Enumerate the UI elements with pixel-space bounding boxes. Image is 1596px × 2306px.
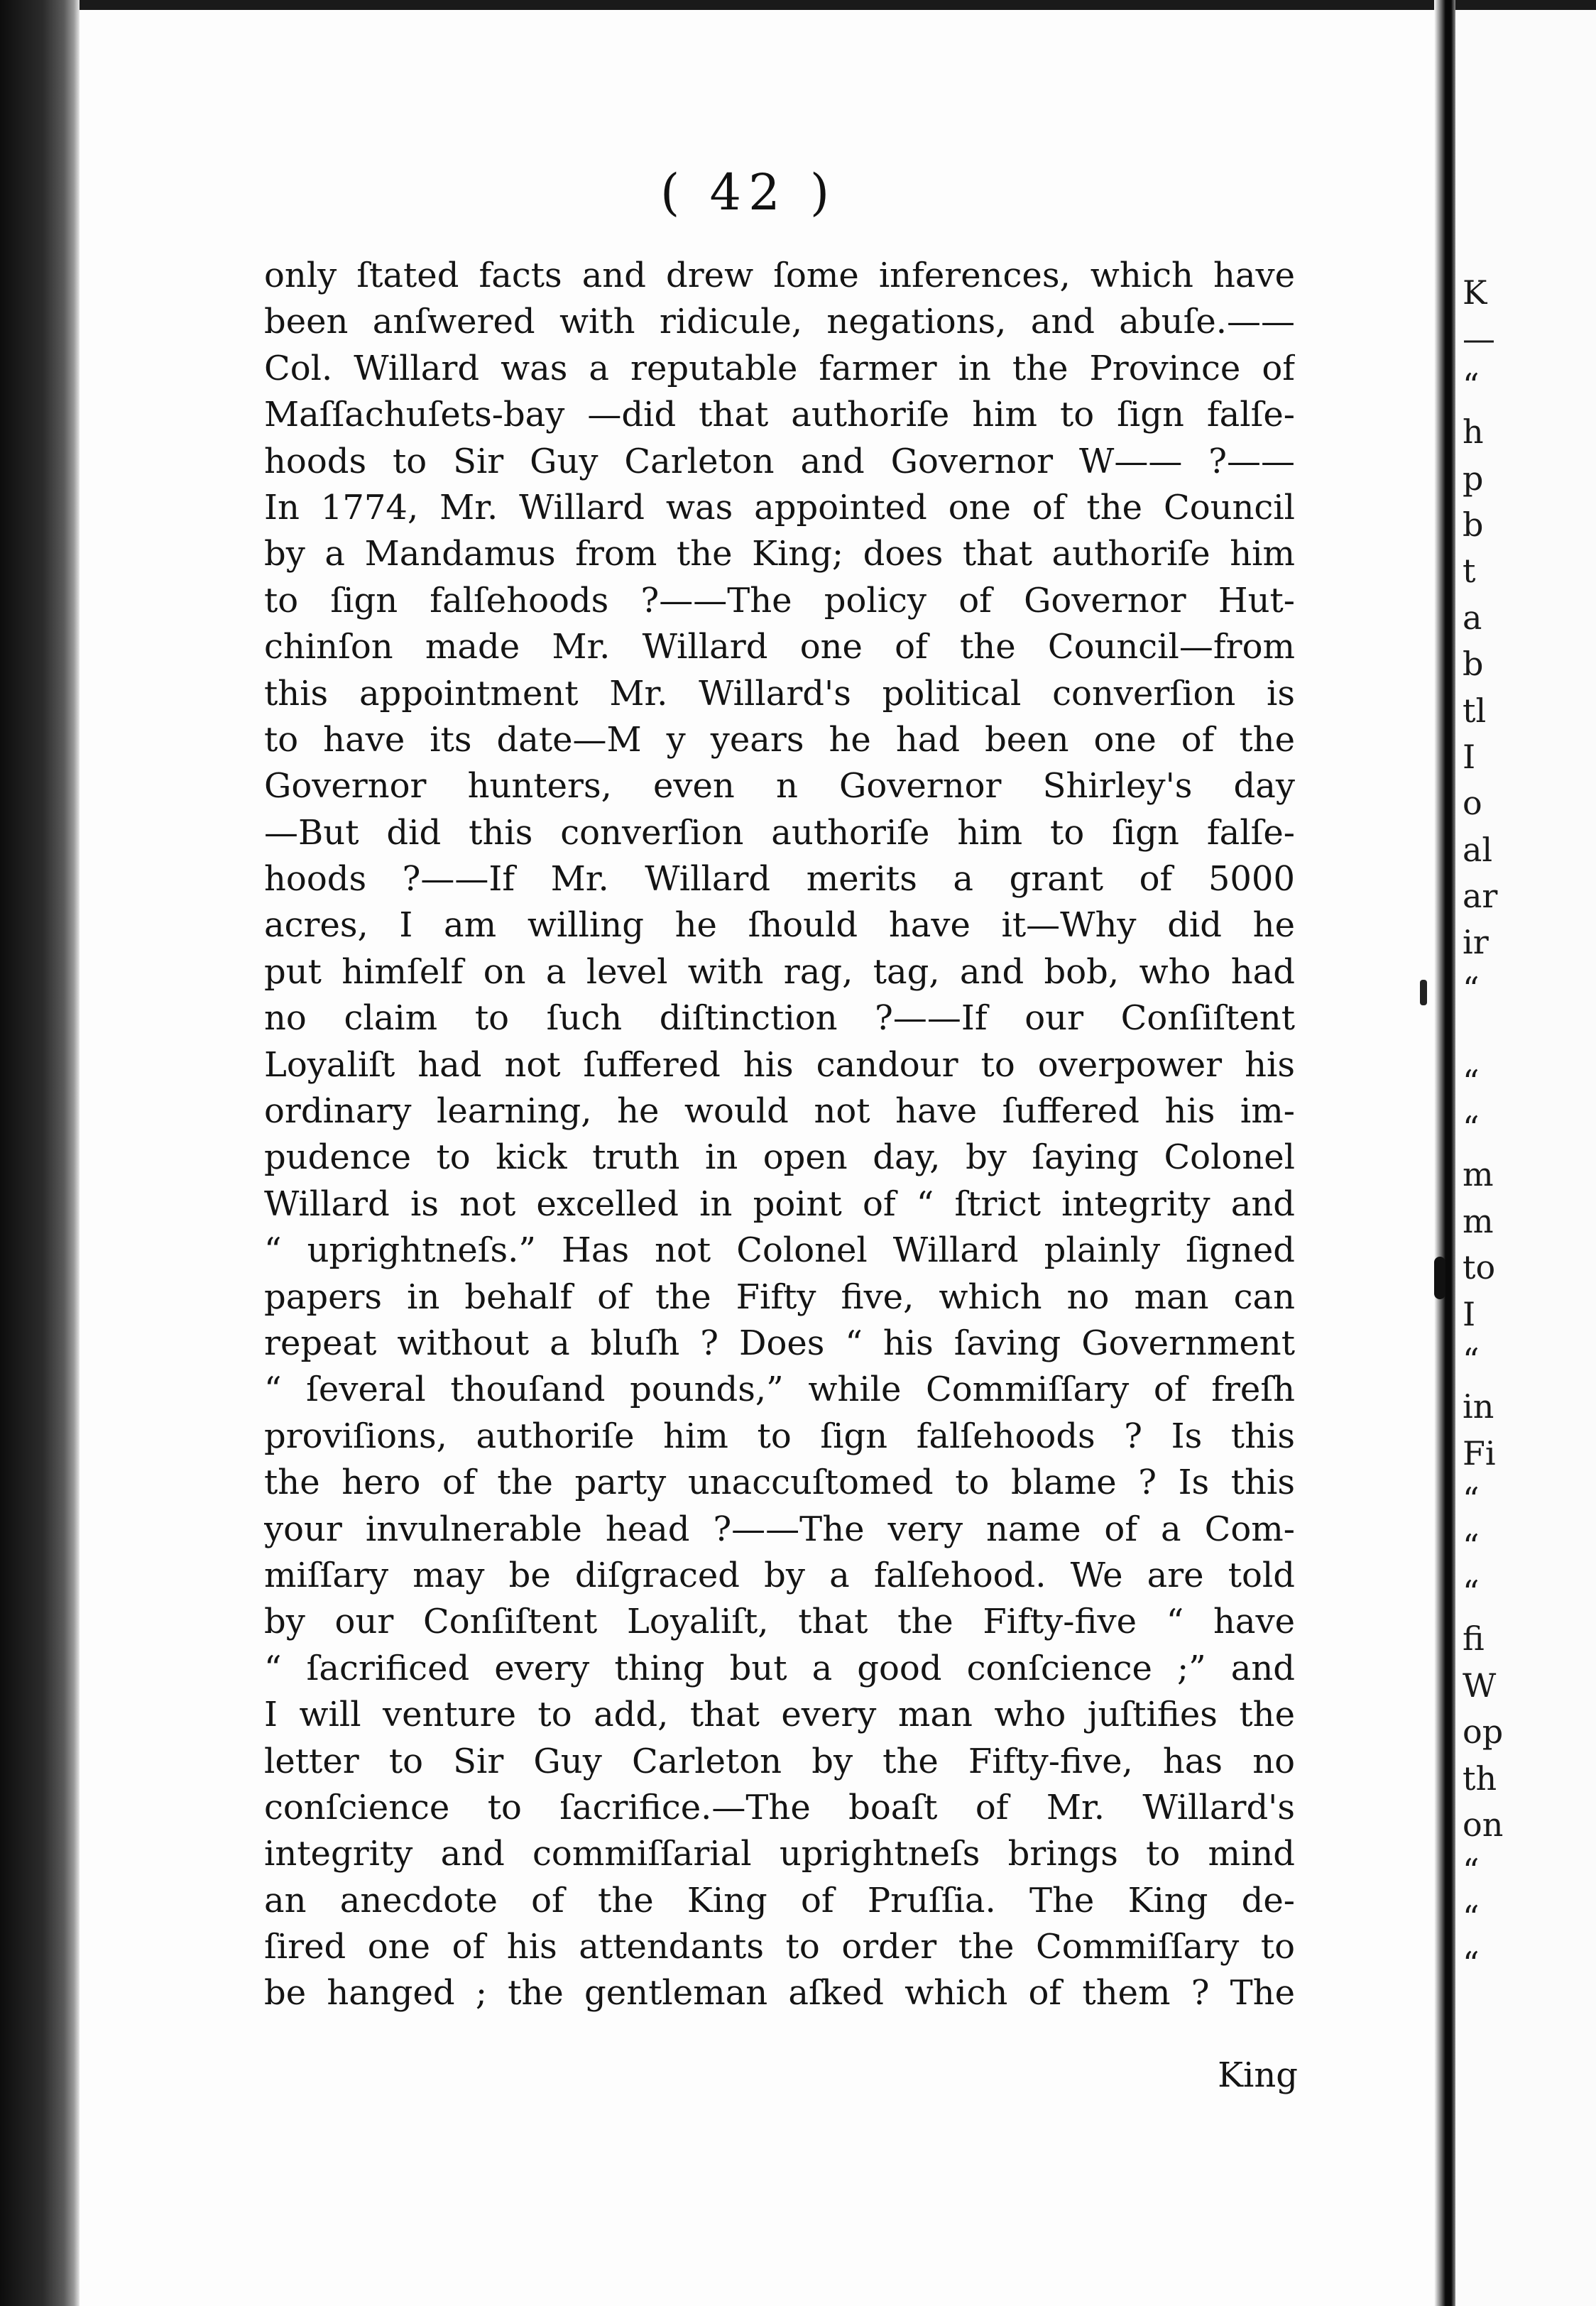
facing-line-fragment: t — [1463, 552, 1476, 591]
binding-mark — [1420, 980, 1427, 1005]
facing-line-fragment: on — [1463, 1805, 1504, 1844]
text-line: no claim to ſuch diſtinction ?——If our Conſiſtent — [264, 998, 1295, 1039]
text-line: hoods ?——If Mr. Willard merits a grant of 5000 — [264, 859, 1295, 900]
binding-mark — [1434, 1257, 1445, 1299]
facing-line-fragment: I — [1463, 737, 1476, 776]
facing-line-fragment: “ — [1463, 1109, 1480, 1148]
facing-line-fragment: “ — [1463, 1480, 1480, 1519]
facing-line-fragment: h — [1463, 412, 1484, 452]
facing-line-fragment: “ — [1463, 1573, 1480, 1612]
facing-line-fragment: th — [1463, 1759, 1497, 1798]
text-line: In 1774, Mr. Willard was appointed one of the Council — [264, 487, 1295, 528]
facing-line-fragment: o — [1463, 784, 1482, 823]
facing-line-fragment: to — [1463, 1248, 1496, 1287]
scan-border-left — [0, 0, 80, 2306]
facing-line-fragment: “ — [1463, 1340, 1480, 1379]
text-line: —But did this converſion authoriſe him to ſign falſe- — [264, 812, 1295, 853]
facing-line-fragment: “ — [1463, 1852, 1480, 1891]
scan-border-top — [0, 0, 1596, 10]
text-line: only ſtated facts and drew ſome inferences, which have — [264, 256, 1295, 295]
text-line: I will venture to add, that every man who juſtifies the — [264, 1695, 1295, 1735]
facing-line-fragment: fi — [1463, 1619, 1485, 1659]
text-line: to ſign falſehoods ?——The policy of Governor Hut- — [264, 580, 1295, 621]
facing-line-fragment: “ — [1463, 1526, 1480, 1565]
facing-line-fragment: “ — [1463, 1945, 1480, 1984]
facing-gap — [1463, 1012, 1590, 1059]
text-line: pudence to kick truth in open day, by ſaying Colonel — [264, 1137, 1295, 1178]
facing-page-text-fragments — [1463, 270, 1590, 1987]
text-line: letter to Sir Guy Carleton by the Fifty-five, has no — [264, 1741, 1295, 1781]
facing-line-fragment: p — [1463, 459, 1484, 498]
facing-line-fragment: al — [1463, 830, 1493, 869]
text-line: papers in behalf of the Fifty five, which no man can — [264, 1277, 1295, 1317]
facing-line-fragment: W — [1463, 1666, 1497, 1705]
facing-line-fragment: b — [1463, 645, 1484, 684]
text-line: repeat without a bluſh ? Does “ his ſaving Government — [264, 1323, 1295, 1363]
text-line: acres, I am willing he ſhould have it—Why did he — [264, 905, 1295, 946]
text-line: proviſions, authoriſe him to ſign falſehoods ? Is this — [264, 1416, 1295, 1456]
text-line: conſcience to ſacrifice.—The boaſt of Mr. Willard's — [264, 1787, 1295, 1827]
body-text — [264, 253, 1295, 2017]
text-line: an anecdote of the King of Pruſſia. The King de- — [264, 1880, 1295, 1920]
page-number: ( 42 ) — [660, 163, 837, 222]
text-line: this appointment Mr. Willard's political converſion is — [264, 673, 1295, 714]
text-line: Col. Willard was a reputable farmer in the Province of — [264, 348, 1295, 388]
text-line: by our Conſiſtent Loyaliſt, that the Fifty-five “ have — [264, 1602, 1295, 1642]
facing-line-fragment: K — [1463, 273, 1487, 312]
text-line: “ uprightneſs.” Has not Colonel Willard plainly ſigned — [264, 1230, 1295, 1271]
book-gutter — [1434, 0, 1455, 2306]
text-line: to have its date—M y years he had been one of the — [264, 719, 1295, 760]
facing-line-fragment: “ — [1463, 969, 1480, 1008]
facing-line-fragment: b — [1463, 505, 1484, 544]
facing-line-fragment: m — [1463, 1201, 1494, 1240]
facing-line-fragment: ir — [1463, 923, 1489, 962]
text-line: Loyaliſt had not ſuffered his candour to overpower his — [264, 1044, 1295, 1085]
text-line: be hanged ; the gentleman aſked which of them ? The — [264, 1973, 1295, 2013]
facing-line-fragment: Fi — [1463, 1433, 1496, 1472]
facing-line-fragment: m — [1463, 1155, 1494, 1194]
text-line: the hero of the party unaccuſtomed to blame ? Is this — [264, 1463, 1295, 1503]
text-line: “ ſacrificed every thing but a good conſcience ;” and — [264, 1648, 1295, 1688]
catchword: King — [1218, 2055, 1298, 2095]
facing-line-fragment: — — [1463, 319, 1495, 359]
facing-line-fragment: a — [1463, 598, 1482, 637]
text-line: Maſſachuſets-bay —did that authoriſe him to ſign falſe- — [264, 395, 1295, 435]
facing-line-fragment: “ — [1463, 366, 1480, 405]
facing-line-fragment: I — [1463, 1294, 1476, 1333]
text-line: Governor hunters, even n Governor Shirley's day — [264, 766, 1295, 807]
text-line: Willard is not excelled in point of “ ſtrict integrity and — [264, 1184, 1295, 1224]
facing-line-fragment: tl — [1463, 691, 1487, 730]
text-line: ordinary learning, he would not have ſuffered his im- — [264, 1091, 1295, 1132]
text-line: by a Mandamus from the King; does that authoriſe him — [264, 534, 1295, 574]
text-line: been anſwered with ridicule, negations, and abuſe.—— — [264, 302, 1295, 342]
facing-line-fragment: op — [1463, 1712, 1504, 1752]
facing-line-fragment: ar — [1463, 877, 1498, 916]
text-line: “ ſeveral thouſand pounds,” while Commiſſary of freſh — [264, 1370, 1295, 1410]
text-line: integrity and commiſſarial uprightneſs brings to mind — [264, 1834, 1295, 1874]
text-line: chinſon made Mr. Willard one of the Council—from — [264, 627, 1295, 667]
text-line: miſſary may be diſgraced by a falſehood. We are told — [264, 1555, 1295, 1595]
facing-line-fragment: “ — [1463, 1898, 1480, 1937]
text-line: hoods to Sir Guy Carleton and Governor W—— ?—— — [264, 441, 1295, 481]
facing-line-fragment: “ — [1463, 1062, 1480, 1101]
text-line: put himſelf on a level with rag, tag, and bob, who had — [264, 951, 1295, 992]
text-line: your invulnerable head ?——The very name of a Com- — [264, 1509, 1295, 1549]
facing-line-fragment: in — [1463, 1387, 1494, 1426]
text-line: ſired one of his attendants to order the Commiſſary to — [264, 1927, 1295, 1967]
